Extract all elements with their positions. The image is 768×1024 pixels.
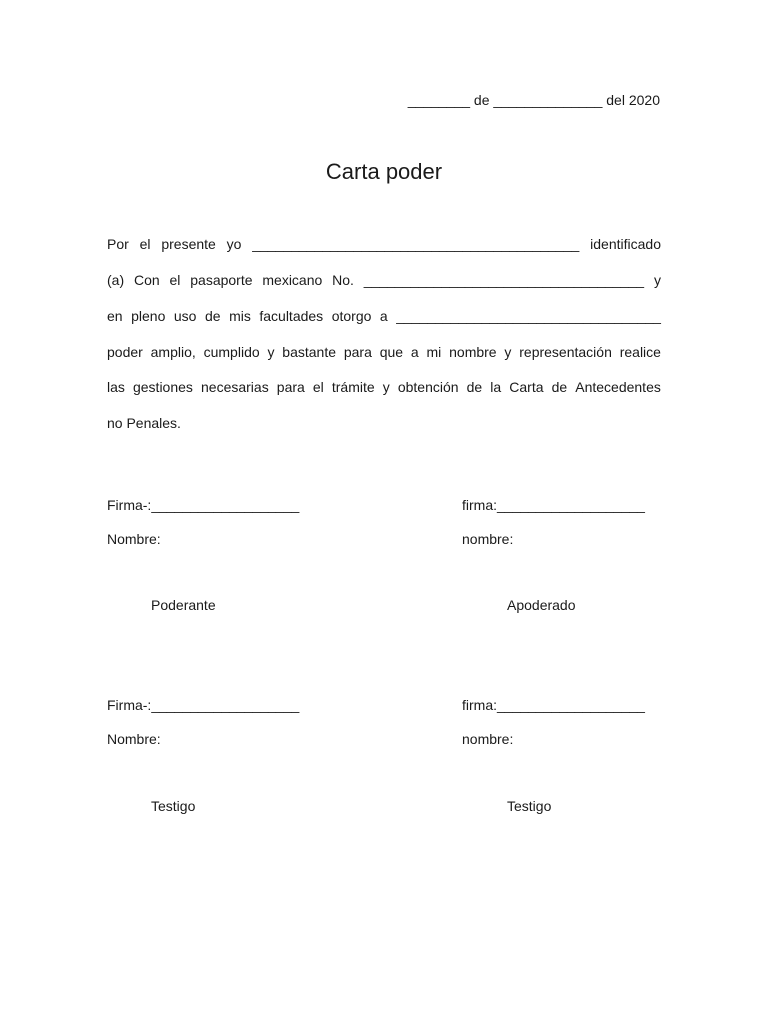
word: y <box>267 344 275 360</box>
word: pasaporte <box>190 272 253 288</box>
body-line-4 <box>107 343 661 361</box>
word: mexicano <box>262 272 323 288</box>
poderante-role-label: Poderante <box>151 597 216 613</box>
body-line-6 <box>107 414 661 432</box>
passport-blank: ____________________________________ <box>363 272 645 288</box>
body-line-1 <box>107 235 661 253</box>
body-line-2 <box>107 271 661 289</box>
word: y <box>653 272 661 288</box>
date-line: ________ de ______________ del 2020 <box>407 92 660 108</box>
word: pleno <box>131 308 166 324</box>
word: Antecedentes <box>575 379 661 395</box>
testigo-1-role-label: Testigo <box>151 798 196 814</box>
word: gestiones <box>132 379 193 395</box>
body-line-5 <box>107 378 661 396</box>
word: las <box>107 379 125 395</box>
apoderado-role-label: Apoderado <box>507 597 576 613</box>
word: de <box>551 379 568 395</box>
testigo-2-firma-line: firma:___________________ <box>462 697 645 713</box>
word: la <box>490 379 502 395</box>
word: mis <box>229 308 251 324</box>
word: para <box>276 379 305 395</box>
document-title: Carta poder <box>325 159 443 184</box>
word: de <box>204 308 221 324</box>
word: poder <box>107 344 143 360</box>
word: nombre <box>449 344 497 360</box>
word: No. <box>332 272 354 288</box>
word: y <box>382 379 390 395</box>
word: identificado <box>590 236 661 252</box>
word: trámite <box>331 379 375 395</box>
word: a <box>379 308 388 324</box>
attorney-blank: __________________________________ <box>396 308 661 324</box>
word: presente <box>161 236 216 252</box>
testigo-2-role-label: Testigo <box>507 798 552 814</box>
word: de <box>466 379 483 395</box>
word: en <box>107 308 123 324</box>
word: el <box>169 272 181 288</box>
word: realice <box>619 344 661 360</box>
word: a <box>410 344 419 360</box>
word: otorgo <box>331 308 372 324</box>
word: amplio, <box>150 344 196 360</box>
word: necesarias <box>201 379 269 395</box>
word: el <box>139 236 151 252</box>
word: obtención <box>397 379 459 395</box>
body-line-3 <box>107 307 661 325</box>
word: bastante <box>282 344 337 360</box>
poderante-firma-line: Firma-:___________________ <box>107 497 300 513</box>
word: Carta <box>509 379 544 395</box>
testigo-1-firma-line: Firma-:___________________ <box>107 697 300 713</box>
word: (a) <box>107 272 125 288</box>
word: Por <box>107 236 129 252</box>
word: el <box>312 379 324 395</box>
word: cumplido <box>203 344 260 360</box>
word: para <box>343 344 372 360</box>
apoderado-nombre-label: nombre: <box>462 531 514 547</box>
testigo-2-nombre-label: nombre: <box>462 731 514 747</box>
word: representación <box>519 344 612 360</box>
word: yo <box>226 236 242 252</box>
word: facultades <box>259 308 324 324</box>
name-blank: __________________________________________ <box>252 236 580 252</box>
word: que <box>379 344 404 360</box>
word: mi <box>426 344 442 360</box>
word: uso <box>173 308 197 324</box>
word: y <box>504 344 512 360</box>
word: Con <box>133 272 160 288</box>
testigo-1-nombre-label: Nombre: <box>107 731 161 747</box>
word: no Penales. <box>107 415 181 431</box>
apoderado-firma-line: firma:___________________ <box>462 497 645 513</box>
poderante-nombre-label: Nombre: <box>107 531 161 547</box>
